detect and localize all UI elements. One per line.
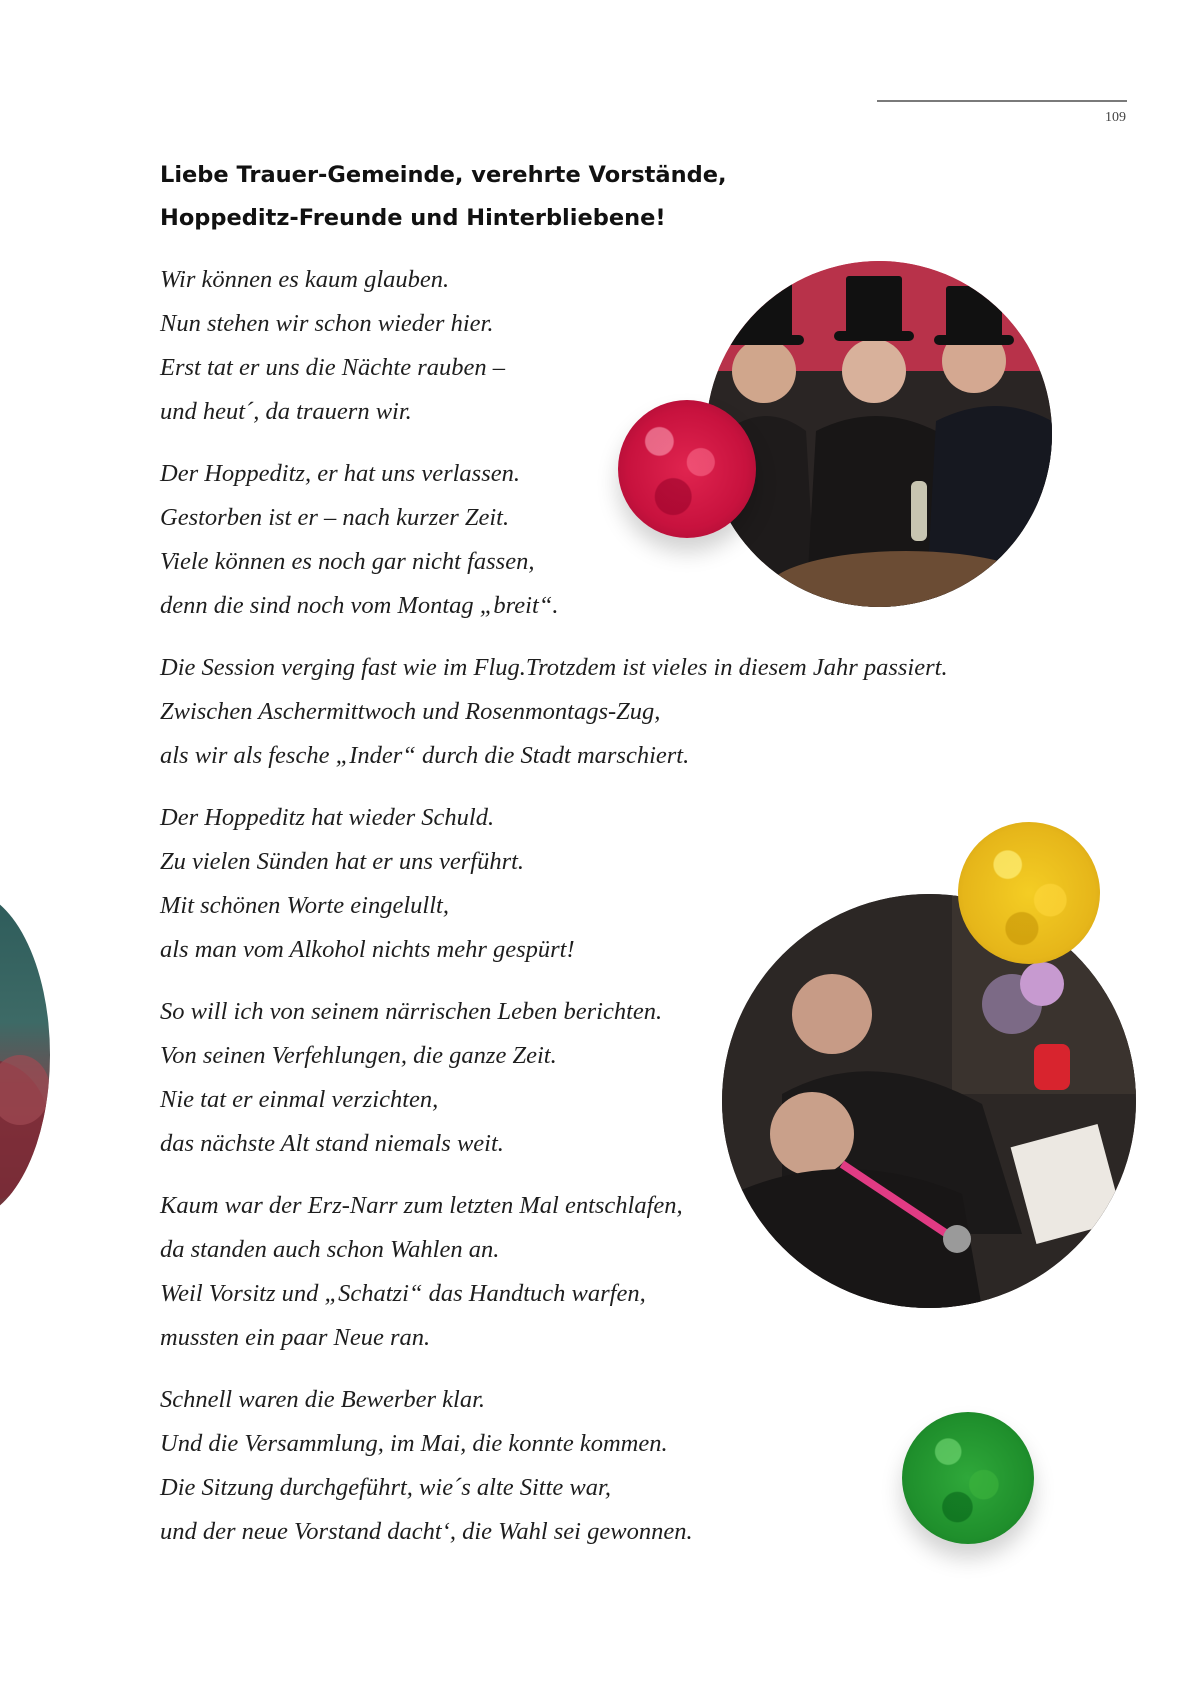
green-pompom-decoration <box>902 1412 1034 1544</box>
greeting-title <box>160 154 860 240</box>
poem-line: mussten ein paar Neue ran. <box>160 1324 431 1351</box>
poem-line: als wir als fesche „Inder“ durch die Stadt marschiert. <box>160 742 690 769</box>
red-pompom-decoration <box>618 400 756 538</box>
header-rule <box>877 100 1127 102</box>
poem-line: Gestorben ist er – nach kurzer Zeit. <box>160 504 510 531</box>
poem-line: Schnell waren die Bewerber klar. <box>160 1386 486 1413</box>
poem-line: Weil Vorsitz und „Schatzi“ das Handtuch warfen, <box>160 1280 646 1307</box>
poem-line: So will ich von seinem närrischen Leben berichten. <box>160 998 663 1025</box>
stanza <box>160 646 1060 778</box>
poem-line: Kaum war der Erz-Narr zum letzten Mal entschlafen, <box>160 1192 683 1219</box>
poem-line: denn die sind noch vom Montag „breit“. <box>160 592 559 619</box>
group-photo-table <box>722 894 1136 1308</box>
poem-line: Und die Versammlung, im Mai, die konnte kommen. <box>160 1430 668 1457</box>
poem-line: Nie tat er einmal verzichten, <box>160 1086 439 1113</box>
page-number: 109 <box>1105 110 1126 125</box>
poem-line: als man vom Alkohol nichts mehr gespürt! <box>160 936 575 963</box>
title-line: Liebe Trauer-Gemeinde, verehrte Vorstände, <box>160 162 727 188</box>
left-edge-photo <box>0 890 50 1220</box>
poem-line: Nun stehen wir schon wieder hier. <box>160 310 494 337</box>
left-photo-figure <box>0 890 50 1220</box>
yellow-pompom-decoration <box>958 822 1100 964</box>
title-line: Hoppeditz-Freunde und Hinterbliebene! <box>160 205 666 231</box>
poem-line: und heut´, da trauern wir. <box>160 398 412 425</box>
top-hats-illustration <box>706 261 1052 607</box>
poem-line: Wir können es kaum glauben. <box>160 266 450 293</box>
poem-line: Zu vielen Sünden hat er uns verführt. <box>160 848 525 875</box>
poem-line: Von seinen Verfehlungen, die ganze Zeit. <box>160 1042 557 1069</box>
poem-line: Die Sitzung durchgeführt, wie´s alte Sitte war, <box>160 1474 611 1501</box>
poem-line: Erst tat er uns die Nächte rauben – <box>160 354 506 381</box>
poem-line: Die Session verging fast wie im Flug.Trotzdem ist vieles in diesem Jahr passiert. <box>160 654 948 681</box>
poem-line: das nächste Alt stand niemals weit. <box>160 1130 504 1157</box>
table-photo-illustration <box>722 894 1136 1308</box>
poem-line: Mit schönen Worte eingelullt, <box>160 892 449 919</box>
group-photo-top-hats <box>706 261 1052 607</box>
poem-line: und der neue Vorstand dacht‘, die Wahl sei gewonnen. <box>160 1518 693 1545</box>
poem-line: da standen auch schon Wahlen an. <box>160 1236 500 1263</box>
poem-line: Viele können es noch gar nicht fassen, <box>160 548 535 575</box>
poem-line: Der Hoppeditz hat wieder Schuld. <box>160 804 495 831</box>
poem-line: Der Hoppeditz, er hat uns verlassen. <box>160 460 520 487</box>
poem-line: Zwischen Aschermittwoch und Rosenmontags-Zug, <box>160 698 661 725</box>
